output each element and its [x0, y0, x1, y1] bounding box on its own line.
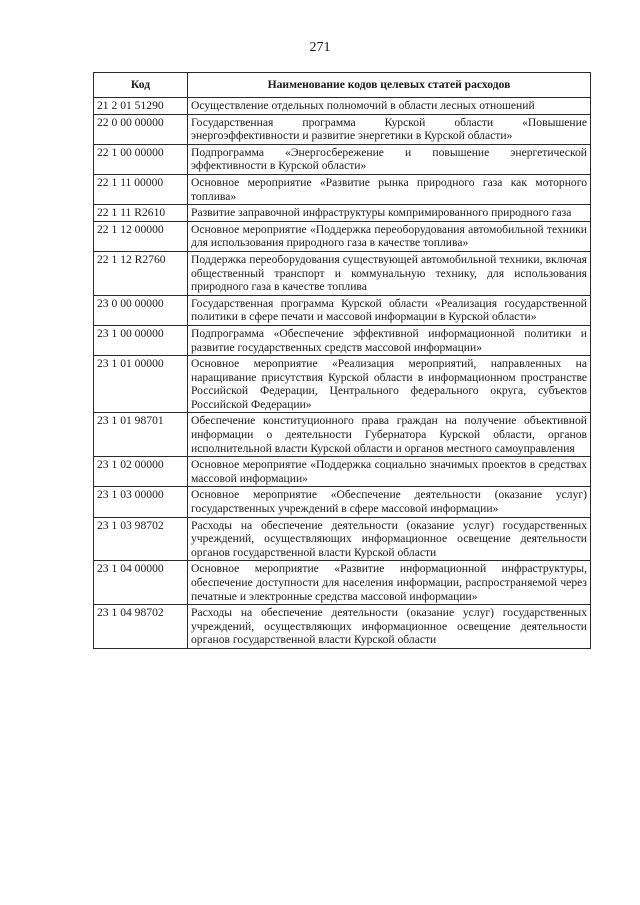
- row-name: Основное мероприятие «Поддержка социально значимых проектов в средствах массовой информации»: [188, 457, 591, 487]
- row-name: Основное мероприятие «Обеспечение деятельности (оказание услуг) государственных учреждений в сфере массовой информации»: [188, 487, 591, 517]
- row-name: Подпрограмма «Энергосбережение и повышение энергетической эффективности в Курской области»: [188, 144, 591, 174]
- table-row: [94, 356, 591, 413]
- row-name: Поддержка переоборудования существующей автомобильной техники, включая общественный транспорт и коммунальную технику, для использования природного газа в качестве топлива: [188, 251, 591, 295]
- row-name: Расходы на обеспечение деятельности (оказание услуг) государственных учреждений, осуществляющих информационное освещение деятельности органов государственной власти Курской области: [188, 605, 591, 649]
- table-row: [94, 413, 591, 457]
- header-name: Наименование кодов целевых статей расходов: [188, 73, 591, 98]
- table-row: [94, 144, 591, 174]
- table-row: [94, 605, 591, 649]
- row-name: Расходы на обеспечение деятельности (оказание услуг) государственных учреждений, осуществляющих информационное освещение деятельности органов государственной власти Курской области: [188, 517, 591, 561]
- row-code: 23 1 04 98702: [94, 605, 188, 649]
- table-row: [94, 251, 591, 295]
- table-row: [94, 174, 591, 204]
- row-code: 21 2 01 51290: [94, 98, 188, 115]
- row-code: 22 1 11 00000: [94, 174, 188, 204]
- row-code: 23 0 00 00000: [94, 295, 188, 325]
- row-code: 23 1 03 00000: [94, 487, 188, 517]
- table-row: [94, 295, 591, 325]
- row-name: Государственная программа Курской области «Реализация государственной политики в сфере печати и массовой информации в Курской области»: [188, 295, 591, 325]
- row-name: Развитие заправочной инфраструктуры компримированного природного газа: [188, 205, 591, 222]
- row-code: 22 1 12 R2760: [94, 251, 188, 295]
- page-number: 271: [309, 40, 331, 55]
- row-name: Основное мероприятие «Поддержка переоборудования автомобильной техники для использования природного газа в качестве топлива»: [188, 221, 591, 251]
- row-code: 22 0 00 00000: [94, 114, 188, 144]
- row-name: Обеспечение конституционного права граждан на получение объективной информации о деятельности Губернатора Курской области, органов исполнительной власти Курской области и органов местного самоуправления: [188, 413, 591, 457]
- row-code: 23 1 01 00000: [94, 356, 188, 413]
- row-name: Осуществление отдельных полномочий в области лесных отношений: [188, 98, 591, 115]
- row-code: 22 1 11 R2610: [94, 205, 188, 222]
- table-row: [94, 517, 591, 561]
- header-code: Код: [94, 73, 188, 98]
- row-code: 22 1 00 00000: [94, 144, 188, 174]
- table-row: [94, 325, 591, 355]
- table-row: [94, 457, 591, 487]
- row-code: 23 1 04 00000: [94, 561, 188, 605]
- row-name: Основное мероприятие «Развитие рынка природного газа как моторного топлива»: [188, 174, 591, 204]
- row-code: 23 1 01 98701: [94, 413, 188, 457]
- row-name: Основное мероприятие «Развитие информационной инфраструктуры, обеспечение доступности для населения информации, распространяемой через печатные и электронные средства массовой информации»: [188, 561, 591, 605]
- row-name: Основное мероприятие «Реализация мероприятий, направленных на наращивание присутствия Курской области в информационном пространстве Российской Федерации, Центрального федерального округа, субъектов Российской Федерации»: [188, 356, 591, 413]
- row-name: Государственная программа Курской области «Повышение энергоэффективности и развитие энергетики в Курской области»: [188, 114, 591, 144]
- table-header-row: [94, 73, 591, 98]
- table-row: [94, 487, 591, 517]
- table-row: [94, 561, 591, 605]
- row-code: 23 1 00 00000: [94, 325, 188, 355]
- table-row: [94, 114, 591, 144]
- table-body: [94, 98, 591, 649]
- row-code: 23 1 03 98702: [94, 517, 188, 561]
- table-row: [94, 221, 591, 251]
- row-name: Подпрограмма «Обеспечение эффективной информационной политики и развитие государственных средств массовой информации»: [188, 325, 591, 355]
- table-row: [94, 98, 591, 115]
- row-code: 22 1 12 00000: [94, 221, 188, 251]
- table-row: [94, 205, 591, 222]
- row-code: 23 1 02 00000: [94, 457, 188, 487]
- target-articles-table: [93, 72, 591, 649]
